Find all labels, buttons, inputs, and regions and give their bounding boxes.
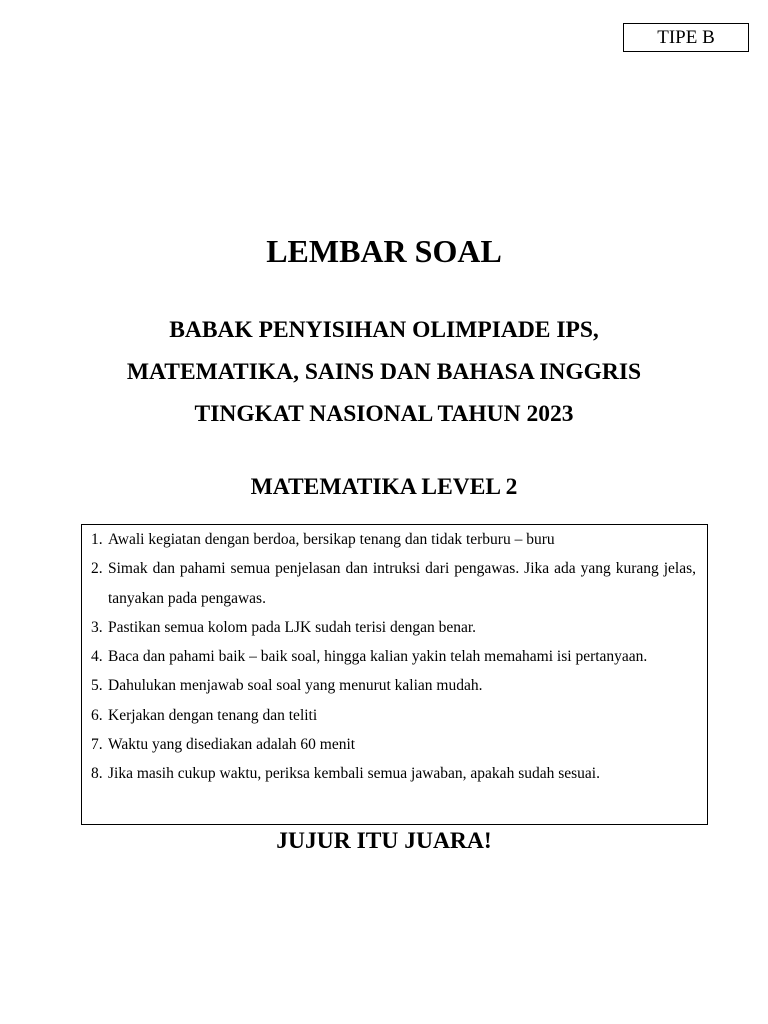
instruction-number: 4.: [91, 648, 103, 666]
instruction-number: 1.: [91, 531, 103, 548]
instruction-item: [91, 613, 696, 642]
instructions-list: [91, 525, 696, 789]
instruction-text: Simak dan pahami semua penjelasan dan intruksi dari pengawas. Jika ada yang kurang jelas, tanyakan pada pengawas.: [108, 560, 696, 607]
type-label: TIPE B: [657, 26, 715, 48]
instruction-item: [91, 525, 696, 554]
type-label-box: [623, 23, 749, 52]
instruction-text: Baca dan pahami baik – baik soal, hingga kalian yakin telah memahami isi pertanyaan.: [108, 648, 648, 666]
instruction-item: [91, 671, 696, 700]
instruction-number: 3.: [91, 618, 103, 636]
instruction-item: [91, 730, 696, 759]
motto: JUJUR ITU JUARA!: [276, 828, 492, 854]
instruction-text: Waktu yang disediakan adalah 60 menit: [108, 736, 356, 754]
subtitle-line-3: TINGKAT NASIONAL TAHUN 2023: [194, 401, 574, 427]
document-title: LEMBAR SOAL: [266, 233, 502, 269]
instruction-item: [91, 759, 696, 788]
instruction-text: Pastikan semua kolom pada LJK sudah terisi dengan benar.: [108, 618, 477, 636]
subtitle-line-2: MATEMATIKA, SAINS DAN BAHASA INGGRIS: [126, 359, 642, 385]
instruction-text: Jika masih cukup waktu, periksa kembali semua jawaban, apakah sudah sesuai.: [108, 765, 600, 783]
instruction-text: Kerjakan dengan tenang dan teliti: [108, 706, 318, 724]
instruction-number: 2.: [91, 560, 103, 578]
instructions-box: [81, 524, 708, 825]
instruction-item: [91, 701, 696, 730]
subtitle-line-1: BABAK PENYISIHAN OLIMPIADE IPS,: [169, 317, 599, 343]
instruction-text: Dahulukan menjawab soal soal yang menurut kalian mudah.: [108, 677, 483, 695]
instruction-item: [91, 642, 696, 671]
instruction-number: 6.: [91, 706, 103, 724]
instruction-item: [91, 554, 696, 613]
instruction-number: 8.: [91, 765, 103, 783]
instruction-number: 7.: [91, 736, 103, 754]
instruction-text: Awali kegiatan dengan berdoa, bersikap tenang dan tidak terburu – buru: [108, 531, 555, 548]
subject-heading: MATEMATIKA LEVEL 2: [250, 474, 518, 500]
instruction-number: 5.: [91, 677, 103, 695]
